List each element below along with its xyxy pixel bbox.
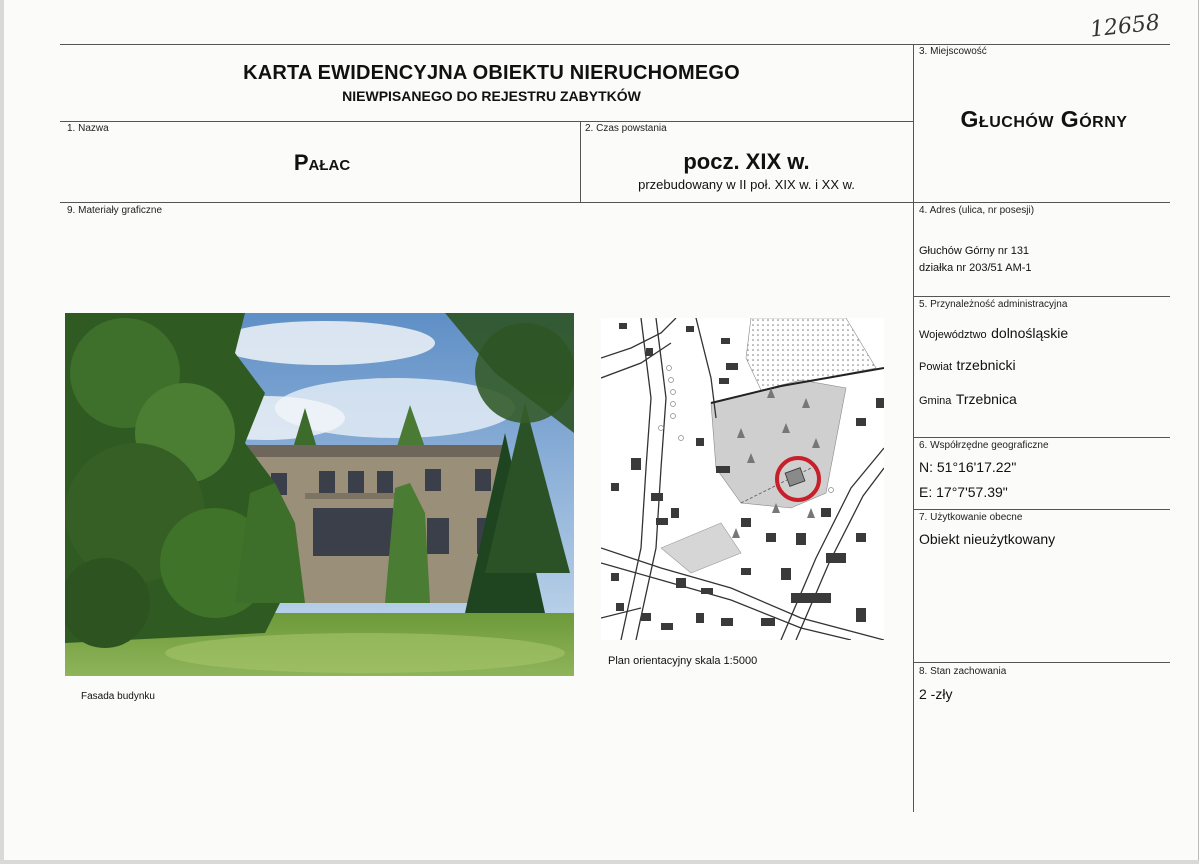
czas-note: przebudowany w II poł. XIX w. i XX w. (638, 177, 855, 192)
rule-admin-bottom (913, 437, 1170, 438)
building-photo (65, 313, 574, 676)
top-rule (60, 44, 1170, 45)
miejscowosc-label: 3. Miejscowość (919, 46, 987, 57)
e-prefix: E: (919, 484, 933, 500)
map-caption: Plan orientacyjny skala 1:5000 (608, 655, 758, 667)
stan-label: 8. Stan zachowania (919, 666, 1007, 677)
wojewodztwo-prefix: Województwo (919, 329, 987, 341)
gmina-value: Trzebnica (955, 391, 1017, 407)
right-column-divider (913, 44, 914, 812)
gmina-row (919, 391, 1017, 409)
czas-value: pocz. XIX w. (683, 149, 810, 174)
powiat-row (919, 357, 1016, 375)
nazwa-label: 1. Nazwa (67, 123, 109, 134)
handwritten-number: 12658 (1088, 10, 1162, 43)
n-value: 51°16'17.22" (936, 459, 1017, 475)
powiat-value: trzebnicki (956, 357, 1016, 373)
rule-use-bottom (913, 662, 1170, 663)
record-card (4, 0, 1199, 860)
rule-geo-bottom (913, 509, 1170, 510)
photo-caption: Fasada budynku (81, 691, 155, 702)
adres-label: 4. Adres (ulica, nr posesji) (919, 205, 1035, 216)
e-row (919, 484, 1008, 500)
powiat-prefix: Powiat (919, 361, 953, 373)
materialy-label: 9. Materiały graficzne (67, 205, 163, 216)
card-subtitle: NIEWPISANEGO DO REJESTRU ZABYTKÓW (342, 88, 641, 104)
wojewodztwo-value: dolnośląskie (991, 325, 1069, 341)
rule-adres-bottom (913, 296, 1170, 297)
gmina-prefix: Gmina (919, 395, 952, 407)
adres-line1: Głuchów Górny nr 131 (919, 245, 1030, 257)
czas-label: 2. Czas powstania (585, 123, 667, 134)
wspolrzedne-label: 6. Współrzędne geograficzne (919, 440, 1049, 451)
rule-title-bottom (60, 121, 914, 122)
miejscowosc-value: Głuchów Górny (960, 106, 1128, 132)
uzytkowanie-value: Obiekt nieużytkowany (919, 531, 1056, 547)
adres-line2: działka nr 203/51 AM-1 (919, 262, 1032, 274)
rule-row-bottom (60, 202, 1170, 203)
przynaleznosc-label: 5. Przynależność administracyjna (919, 299, 1068, 310)
stan-value: 2 -zły (919, 686, 953, 702)
n-row (919, 459, 1016, 475)
card-title: KARTA EWIDENCYJNA OBIEKTU NIERUCHOMEGO (243, 62, 740, 84)
wojewodztwo-row (919, 325, 1068, 343)
e-value: 17°7'57.39" (936, 484, 1008, 500)
nazwa-value: Pałac (293, 150, 351, 175)
n-prefix: N: (919, 459, 933, 475)
uzytkowanie-label: 7. Użytkowanie obecne (919, 512, 1023, 523)
orientation-map (601, 318, 884, 640)
